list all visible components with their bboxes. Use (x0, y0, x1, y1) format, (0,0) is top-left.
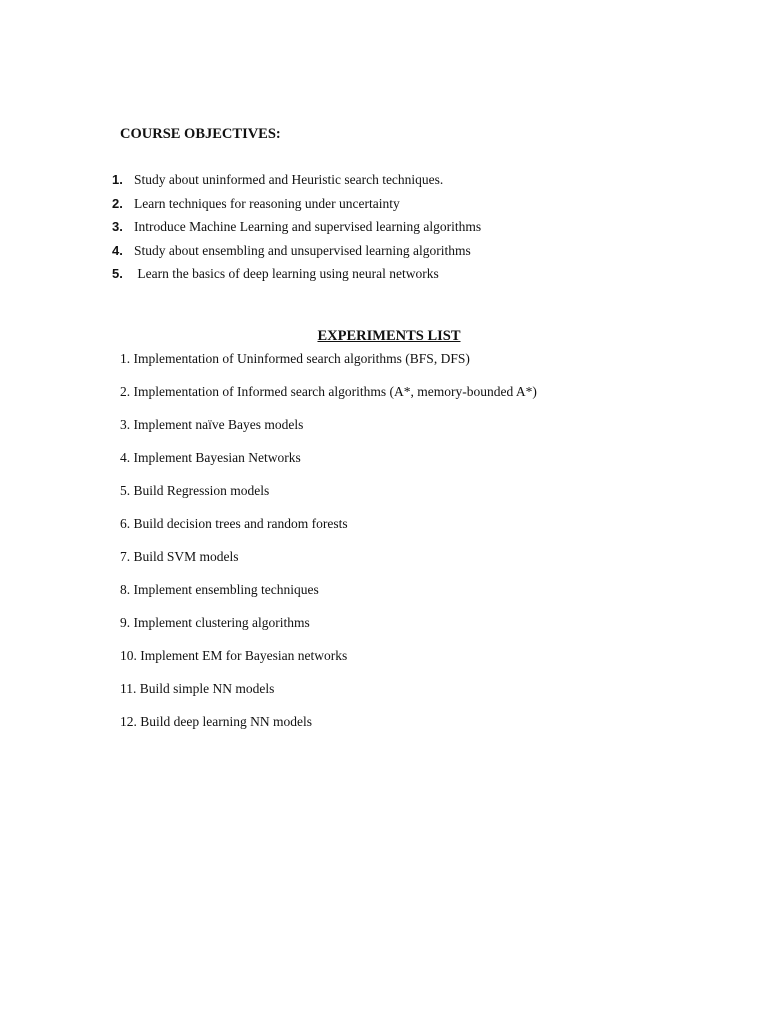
experiment-item: 2. Implementation of Informed search algorithms (A*, memory-bounded A*) (120, 384, 537, 399)
objective-number: 3. (112, 219, 123, 234)
experiment-item: 8. Implement ensembling techniques (120, 582, 319, 597)
objective-item (112, 172, 481, 196)
objective-number: 2. (112, 195, 123, 211)
experiment-item: 5. Build Regression models (120, 483, 270, 498)
course-objectives-heading: COURSE OBJECTIVES: (120, 126, 281, 142)
experiment-item: 4. Implement Bayesian Networks (120, 450, 301, 465)
objective-text: Introduce Machine Learning and supervised learning algorithms (134, 219, 482, 234)
objective-text: Study about ensembling and unsupervised learning algorithms (134, 242, 471, 258)
experiment-item: 1. Implementation of Uninformed search algorithms (BFS, DFS) (120, 351, 470, 366)
objective-number: 1. (112, 172, 123, 187)
objective-item (112, 219, 481, 243)
objectives-list (112, 172, 481, 290)
objective-item (112, 196, 481, 220)
experiment-item: 10. Implement EM for Bayesian networks (120, 648, 348, 663)
objective-item (112, 243, 481, 267)
objective-text: Learn the basics of deep learning using neural networks (134, 266, 439, 281)
experiments-list-heading: EXPERIMENTS LIST (317, 328, 461, 344)
experiment-item: 7. Build SVM models (120, 549, 239, 564)
objective-text: Learn techniques for reasoning under uncertainty (134, 195, 400, 211)
objective-number: 4. (112, 242, 123, 258)
experiment-item: 12. Build deep learning NN models (120, 714, 312, 729)
objective-number: 5. (112, 266, 123, 281)
objective-item (112, 266, 481, 290)
objective-text: Study about uninformed and Heuristic search techniques. (134, 172, 444, 187)
experiment-item: 3. Implement naïve Bayes models (120, 417, 304, 432)
experiment-item: 9. Implement clustering algorithms (120, 615, 310, 630)
experiment-item: 6. Build decision trees and random forests (120, 516, 348, 531)
experiments-list (120, 351, 537, 747)
experiment-item: 11. Build simple NN models (120, 681, 275, 696)
